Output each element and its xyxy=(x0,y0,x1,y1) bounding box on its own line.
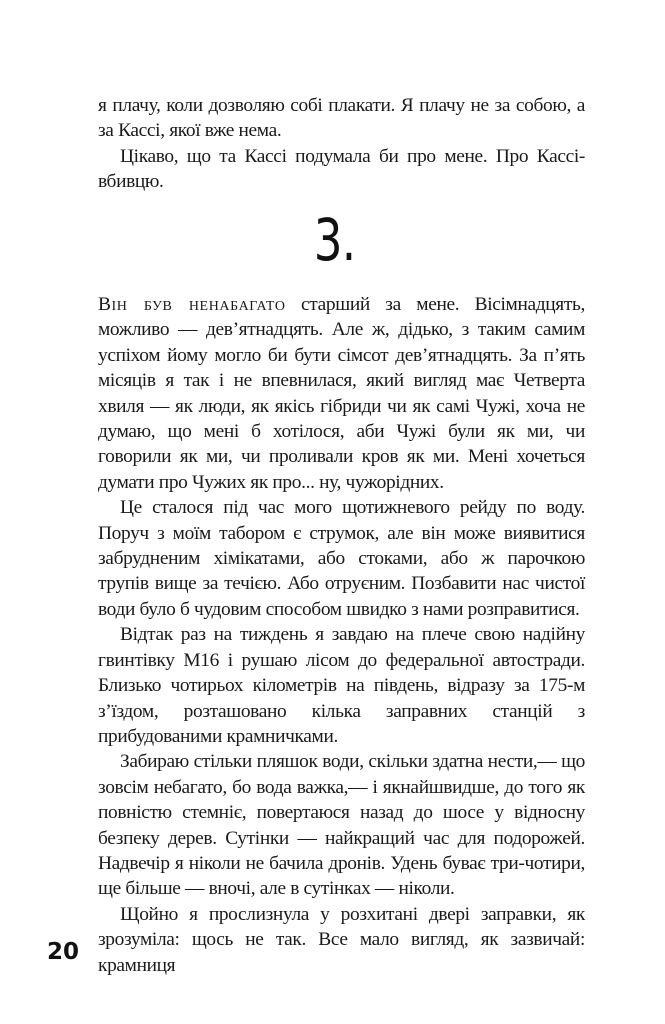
paragraph: я плачу, коли дозволяю собі плакати. Я плачу не за собою, а за Кассі, якої вже нема. xyxy=(98,95,585,142)
lead-rest: старший за мене. Вісімнадцять, можливо — дев’ятнадцять. Але ж, дідько, з таким самим успіхом йому могло би бути сімсот дев’ятнадцять. За п’ять місяців я так і не впевнилася, який вигляд має Четверта хвиля — як люди, як якісь гібриди чи як самі Чужі, хоча не думаю, що мені б хотілося, аби Чужі були як ми, чи говорили як ми, чи проливали кров як ми. Мені хочеться думати про Чужих як про... ну, чужорідних. xyxy=(98,294,585,493)
paragraph: Це сталося під час мого щотижневого рейду по воду. Поруч з моїм табором є струмок, але він може виявитися забрудненим хімікатами, або стоками, або ж парочкою трупів вище за течією. Або отруєним. Позбавити нас чистої води було б чудовим способом швидко з нами розправитися. xyxy=(98,497,585,620)
paragraph: Цікаво, що та Кассі подумала би про мене. Про Кассі-вбивцю. xyxy=(98,145,585,193)
intro-text-block xyxy=(98,93,585,195)
chapter-number: 3. xyxy=(313,206,356,274)
chapter-text-block xyxy=(98,292,585,978)
page-number: 20 xyxy=(47,939,80,965)
paragraph: Забираю стільки пляшок води, скільки здатна нести,— що зовсім небагато, бо вода важка,— і якнайшвидше, до того як повністю стемніє, повертаюся назад до шосе у відносну безпеку дерев. Сутінки — найкращий час для подорожей. Надвечір я ніколи не бачила дронів. Удень буває три-чотири, ще більше — вночі, але в сутінках — ніколи. xyxy=(98,751,585,900)
lead-smallcaps: Він був ненабагато xyxy=(98,294,286,315)
paragraph: Щойно я прослизнула у розхитані двері заправки, як зрозуміла: щось не так. Все мало вигляд, як зазвичай: крамниця xyxy=(98,903,585,976)
paragraph: Відтак раз на тиждень я завдаю на плече свою надійну гвинтівку М16 і рушаю лісом до федеральної автостради. Близько чотирьох кілометрів на південь, відразу за 175-м з’їздом, розташовано кілька заправних станцій з прибудованими крамничками. xyxy=(98,624,585,747)
lead-paragraph xyxy=(98,292,585,495)
